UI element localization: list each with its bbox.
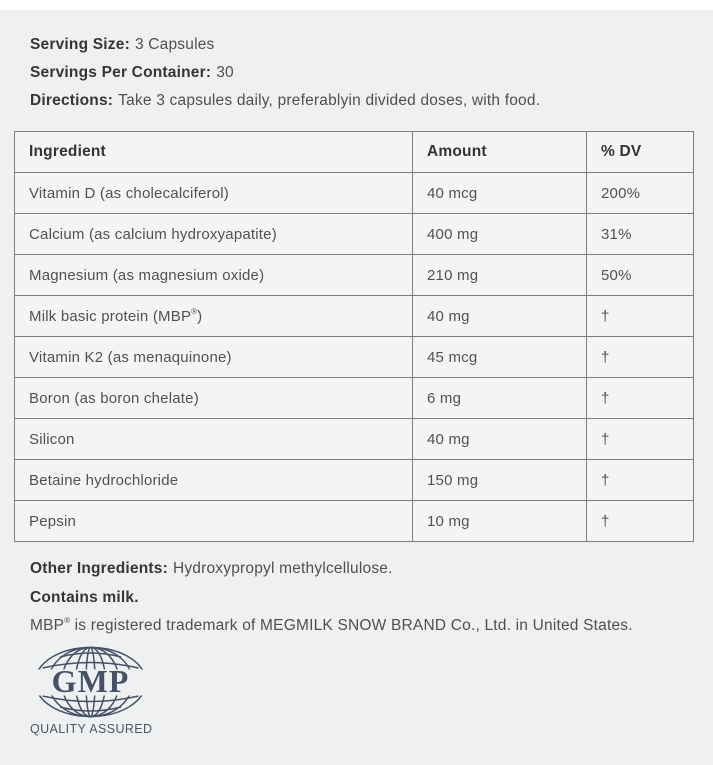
- directions-line: [30, 92, 540, 110]
- amount-cell: 400 mg: [413, 214, 587, 255]
- dv-cell: 200%: [587, 173, 694, 214]
- registered-mark: ®: [64, 616, 71, 625]
- dv-cell: †: [587, 378, 694, 419]
- ingredient-name: Pepsin: [29, 512, 77, 530]
- other-ingredients-value: Hydroxypropyl methylcellulose.: [172, 560, 393, 577]
- amount-cell: 6 mg: [413, 378, 587, 419]
- ingredient-name: Boron (as boron chelate): [29, 389, 199, 407]
- table-row: [15, 337, 694, 378]
- directions-value: Take 3 capsules daily, preferablyin divided doses, with food.: [118, 92, 541, 109]
- dv-cell: †: [587, 296, 694, 337]
- ingredient-cell: [15, 501, 413, 542]
- ingredient-cell: [15, 378, 413, 419]
- ingredient-name: Vitamin K2 (as menaquinone): [29, 348, 232, 366]
- quality-assured-caption: QUALITY ASSURED: [30, 722, 153, 736]
- column-header-dv: % DV: [587, 132, 694, 173]
- ingredient-cell: [15, 214, 413, 255]
- contains-milk-line: Contains milk.: [30, 589, 139, 606]
- ingredient-name: Vitamin D (as cholecalciferol): [29, 184, 229, 202]
- servings-per-container-value: 30: [216, 64, 234, 81]
- other-ingredients-label: Other Ingredients:: [30, 560, 168, 577]
- registered-mark: ®: [191, 306, 198, 316]
- servings-per-container-line: [30, 64, 234, 82]
- table-row: [15, 214, 694, 255]
- table-header-row: [15, 132, 694, 173]
- trademark-pre: MBP: [30, 617, 65, 635]
- ingredient-cell: [15, 337, 413, 378]
- ingredient-cell: [15, 460, 413, 501]
- serving-size-label: Serving Size:: [30, 36, 130, 53]
- ingredient-cell: [15, 255, 413, 296]
- ingredient-cell: [15, 419, 413, 460]
- ingredient-cell: [15, 173, 413, 214]
- dv-cell: †: [587, 501, 694, 542]
- serving-size-line: [30, 36, 214, 54]
- amount-cell: 45 mcg: [413, 337, 587, 378]
- ingredient-name-post: ): [197, 307, 203, 325]
- table-row: [15, 501, 694, 542]
- amount-cell: 150 mg: [413, 460, 587, 501]
- dv-cell: †: [587, 460, 694, 501]
- ingredient-name: Calcium (as calcium hydroxyapatite): [29, 225, 277, 243]
- ingredient-name: Betaine hydrochloride: [29, 471, 179, 489]
- ingredient-name: Silicon: [29, 430, 75, 448]
- amount-cell: 40 mg: [413, 296, 587, 337]
- amount-cell: 10 mg: [413, 501, 587, 542]
- other-ingredients-line: [30, 560, 393, 578]
- ingredient-name: Milk basic protein (MBP: [29, 307, 192, 325]
- table-row: [15, 419, 694, 460]
- table-row: [15, 255, 694, 296]
- table-row: [15, 378, 694, 419]
- dv-cell: †: [587, 337, 694, 378]
- column-header-ingredient: Ingredient: [15, 132, 413, 173]
- directions-label: Directions:: [30, 92, 114, 109]
- dv-cell: 31%: [587, 214, 694, 255]
- amount-cell: 40 mg: [413, 419, 587, 460]
- amount-cell: 210 mg: [413, 255, 587, 296]
- servings-per-container-label: Servings Per Container:: [30, 64, 212, 81]
- ingredients-table: [14, 131, 694, 542]
- serving-size-value: 3 Capsules: [134, 36, 215, 53]
- ingredient-cell: [15, 296, 413, 337]
- table-row: [15, 296, 694, 337]
- trademark-post: is registered trademark of MEGMILK SNOW BRAND Co., Ltd. in United States.: [70, 617, 633, 635]
- ingredient-name: Magnesium (as magnesium oxide): [29, 266, 265, 284]
- table-row: [15, 173, 694, 214]
- dv-cell: †: [587, 419, 694, 460]
- amount-cell: 40 mcg: [413, 173, 587, 214]
- dv-cell: 50%: [587, 255, 694, 296]
- column-header-amount: Amount: [413, 132, 587, 173]
- gmp-globe-icon: [33, 646, 148, 718]
- trademark-line: [30, 617, 633, 635]
- table-row: [15, 460, 694, 501]
- gmp-logo-text: GMP: [51, 663, 130, 699]
